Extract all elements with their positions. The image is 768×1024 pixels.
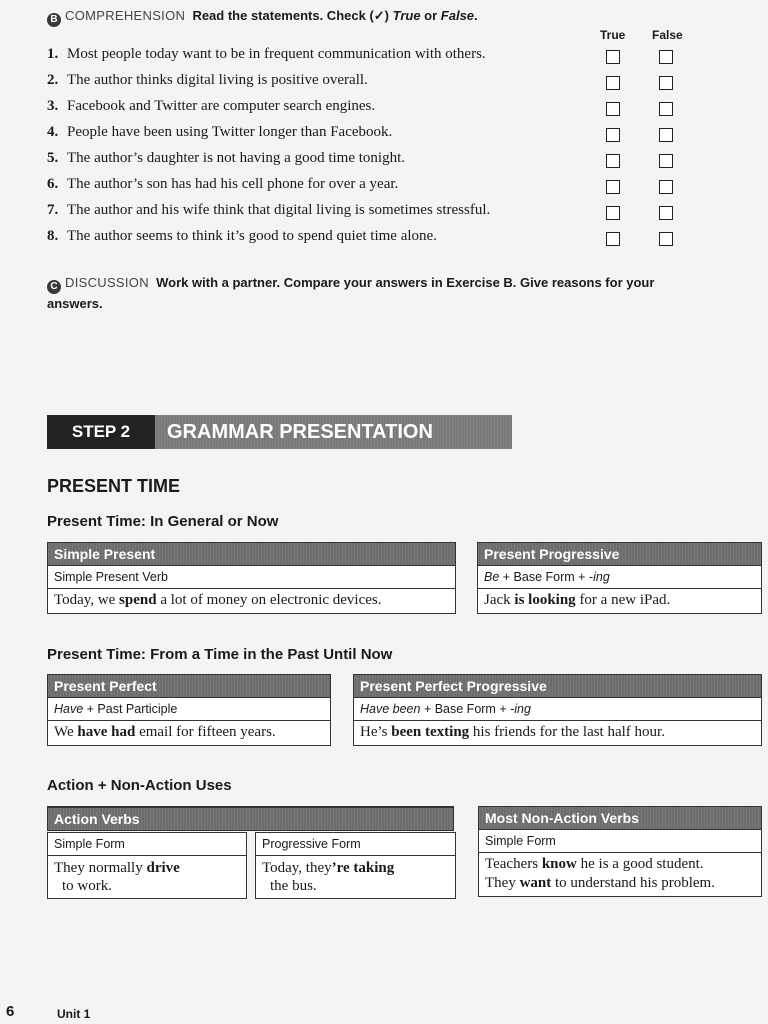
page-number: 6 xyxy=(6,1003,15,1020)
statement-number: 2. xyxy=(47,72,59,88)
statement-row xyxy=(47,176,398,193)
section-letter-badge: C xyxy=(47,280,61,294)
unit-label: Unit 1 xyxy=(57,1007,91,1021)
table-title: Action Verbs xyxy=(47,807,454,831)
action-verbs-table xyxy=(47,806,454,831)
section-letter-badge: B xyxy=(47,13,61,27)
table-example: We have had email for fifteen years. xyxy=(48,720,330,745)
action-progressive-form-box xyxy=(255,832,456,899)
statement-row xyxy=(47,124,392,141)
step-number-banner: STEP 2 xyxy=(47,415,155,449)
instruction-end: . xyxy=(474,8,478,23)
table-example: Today, we spend a lot of money on electronic devices. xyxy=(48,588,455,613)
instruction-or: or xyxy=(420,8,441,23)
main-heading: PRESENT TIME xyxy=(47,476,181,496)
false-checkbox-2[interactable] xyxy=(659,76,673,90)
present-progressive-table xyxy=(477,542,762,614)
step-title-banner: GRAMMAR PRESENTATION xyxy=(155,415,512,449)
column-header-false: False xyxy=(652,28,683,42)
present-perfect-progressive-table xyxy=(353,674,762,746)
true-checkbox-3[interactable] xyxy=(606,102,620,116)
statement-text: The author thinks digital living is positive overall. xyxy=(67,72,368,88)
table-form: Have + Past Participle xyxy=(48,697,330,720)
table-title: Most Non-Action Verbs xyxy=(479,807,761,829)
table-title: Present Perfect xyxy=(48,675,330,697)
statement-row xyxy=(47,46,486,63)
statement-number: 6. xyxy=(47,176,59,192)
true-checkbox-2[interactable] xyxy=(606,76,620,90)
statement-row xyxy=(47,98,375,115)
table-title: Present Progressive xyxy=(478,543,761,565)
false-checkbox-6[interactable] xyxy=(659,180,673,194)
false-checkbox-7[interactable] xyxy=(659,206,673,220)
statement-text: Most people today want to be in frequent communication with others. xyxy=(67,46,486,62)
table-example: They normally drive to work. xyxy=(48,855,246,898)
table-form: Simple Form xyxy=(54,837,125,851)
statement-number: 8. xyxy=(47,228,59,244)
column-header-true: True xyxy=(600,28,626,42)
true-checkbox-4[interactable] xyxy=(606,128,620,142)
statement-text: The author seems to think it’s good to spend quiet time alone. xyxy=(67,228,437,244)
statement-number: 4. xyxy=(47,124,59,140)
statement-number: 3. xyxy=(47,98,59,114)
table-title: Simple Present xyxy=(48,543,455,565)
true-checkbox-8[interactable] xyxy=(606,232,620,246)
table-form: Progressive Form xyxy=(262,837,361,851)
statement-text: The author’s daughter is not having a good time tonight. xyxy=(67,150,405,166)
table-example: He’s been texting his friends for the last half hour. xyxy=(354,720,761,745)
statement-text: The author and his wife think that digital living is sometimes stressful. xyxy=(67,202,491,218)
statement-number: 1. xyxy=(47,46,59,62)
statement-text: The author’s son has had his cell phone for over a year. xyxy=(67,176,399,192)
comprehension-label: COMPREHENSION xyxy=(65,8,186,23)
table-form: Simple Form xyxy=(479,829,761,852)
comprehension-heading xyxy=(47,8,478,27)
table-example: Today, they’re taking the bus. xyxy=(256,855,455,898)
table-form: Simple Present Verb xyxy=(48,565,455,588)
discussion-text: Work with a partner. Compare your answers in Exercise B. Give reasons for your answers. xyxy=(47,275,655,311)
non-action-verbs-table xyxy=(478,806,762,897)
statement-text: People have been using Twitter longer than Facebook. xyxy=(67,124,393,140)
statement-row xyxy=(47,228,437,245)
true-checkbox-1[interactable] xyxy=(606,50,620,64)
instruction-prefix: Read the statements. Check (✓) xyxy=(192,8,393,23)
table-title: Present Perfect Progressive xyxy=(354,675,761,697)
table-example: Teachers know he is a good student. They want to understand his problem. xyxy=(479,852,761,896)
false-checkbox-4[interactable] xyxy=(659,128,673,142)
discussion-block xyxy=(47,273,697,313)
instruction-true: True xyxy=(392,8,421,23)
simple-present-table xyxy=(47,542,456,614)
statement-row xyxy=(47,202,490,219)
action-simple-form-box xyxy=(47,832,247,899)
discussion-label: DISCUSSION xyxy=(65,275,149,290)
true-checkbox-7[interactable] xyxy=(606,206,620,220)
instruction-false: False xyxy=(440,8,475,23)
statement-row xyxy=(47,150,405,167)
section1-heading: Present Time: In General or Now xyxy=(47,513,279,530)
table-form: Be + Base Form + -ing xyxy=(478,565,761,588)
statement-number: 7. xyxy=(47,202,59,218)
statement-text: Facebook and Twitter are computer search engines. xyxy=(67,98,376,114)
false-checkbox-8[interactable] xyxy=(659,232,673,246)
table-form: Have been + Base Form + -ing xyxy=(354,697,761,720)
statement-row xyxy=(47,72,368,89)
true-checkbox-6[interactable] xyxy=(606,180,620,194)
true-checkbox-5[interactable] xyxy=(606,154,620,168)
table-example: Jack is looking for a new iPad. xyxy=(478,588,761,613)
false-checkbox-3[interactable] xyxy=(659,102,673,116)
present-perfect-table xyxy=(47,674,331,746)
section2-heading: Present Time: From a Time in the Past Until Now xyxy=(47,646,393,663)
false-checkbox-5[interactable] xyxy=(659,154,673,168)
false-checkbox-1[interactable] xyxy=(659,50,673,64)
statement-number: 5. xyxy=(47,150,59,166)
section3-heading: Action + Non-Action Uses xyxy=(47,777,232,794)
